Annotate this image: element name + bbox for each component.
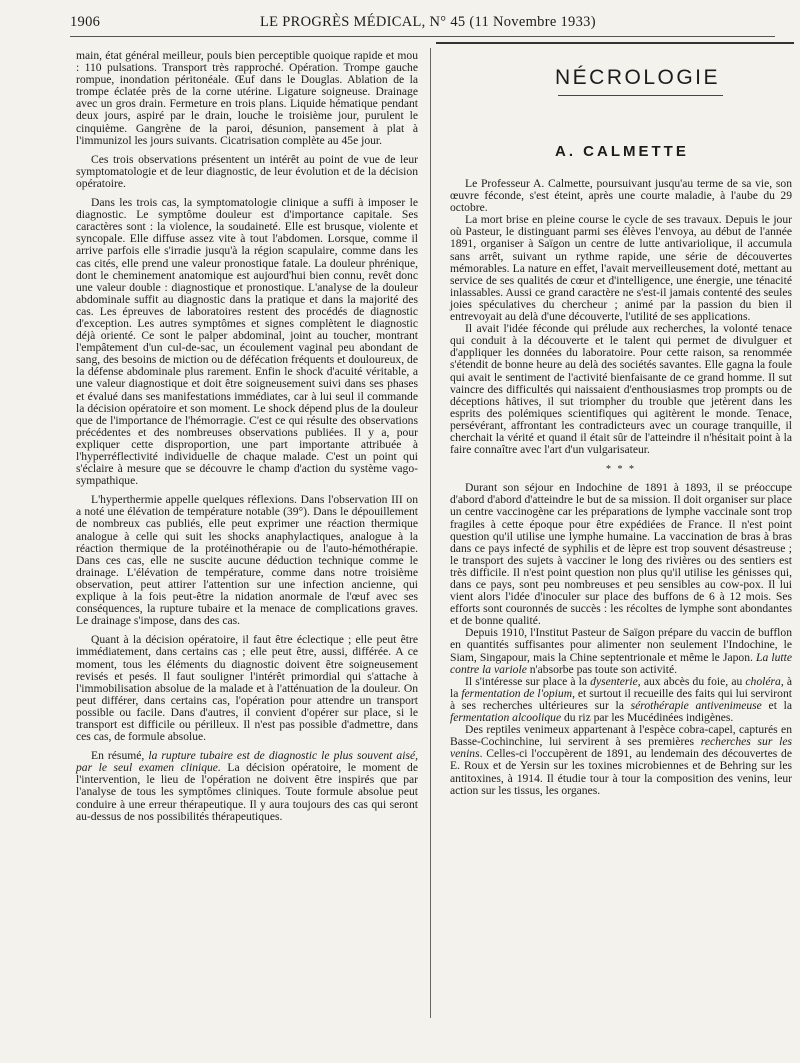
- right-column-rule: [436, 42, 794, 44]
- research-italic-4: sérothérapie antivenimeuse: [630, 698, 762, 712]
- research-text-d: , et surtout il recueille des faits qui lui serviront à ses recherches ultérieures sur la: [450, 686, 792, 712]
- indochina-paragraph: Durant son séjour en Indochine de 1891 à 1893, il se préoccupe d'abord d'abord d'atteindre le but de sa mission. Il doit organiser sur place un centre vaccinogène car les préparations de lymphe vaccinale sont trop fragiles à cette époque pour être expédiées de France. Il n'est point question qu'il utilise une lymphe humaine. La vaccination de bras à bras dans ce pays infecté de syphilis et de lèpre est trop souvent désastreuse ; le transport des sujets à vacciner le long des rivières ou des sentiers est très difficile. Il n'est point question non plus qu'il utilise les génisses qui, dans ce pays, sont peu nombreuses et peu sensibles au cow-pox. Il lui vient alors l'idée d'inoculer sur place des buffons de 6 à 12 mois. Ses efforts sont couronnés de succès : les récoltes de lymphe sont abondantes et de bonne qualité.: [450, 481, 792, 628]
- section-title-rule: [558, 95, 723, 96]
- research-italic-2: choléra: [745, 674, 781, 688]
- research-italic-1: dysenterie: [590, 674, 638, 688]
- section-separator-stars: * * *: [606, 464, 636, 476]
- saigon-text: Depuis 1910, l'Institut Pasteur de Saïgon prépare du vaccin de bufflon en quantités suffisantes pour alimenter non seulement l'Indochine, le Siam, Singapour, mais la Chine septentrionale et même le Japon.: [450, 626, 792, 664]
- column-divider: [430, 48, 431, 1018]
- venom-italic: recherches sur les venins: [450, 735, 792, 761]
- saigon-text-end: n'absorbe pas toute son activité.: [526, 662, 678, 676]
- left-column: [76, 50, 418, 823]
- research-text-f: du riz par les Mucédinées indigènes.: [561, 711, 734, 725]
- section-title: NÉCROLOGIE: [555, 66, 721, 89]
- venom-paragraph: [450, 724, 792, 797]
- right-column: [450, 178, 792, 797]
- obituary-career: La mort brise en pleine course le cycle de ses travaux. Depuis le jour où Pasteur, le distinguant parmi ses élèves l'envoya, au début de l'année 1891, organiser à Saïgon un centre de lutte antivariolique, il accumula sans arrêt, suivant un rythme rapide, une série de découvertes mémorables. La nature en effet, l'avait merveilleusement doté, mettant au service de ses qualités de cœur et d'intelligence, une énergie, une ténacité inlassables. Aussi ce grand caractère ne s'est-il jamais contenté des seules joies spéculatives du chercheur ; animé par la passion du bien il entrevoyait au delà d'une découverte, l'utilité de ses applications.: [450, 213, 792, 324]
- research-italic-3: fermentation de l'opium: [461, 686, 573, 700]
- variole-italic: La lutte contre la variole: [450, 650, 793, 676]
- venom-text-b: . Celles-ci l'occupèrent de 1891, au lendemain des découvertes de E. Roux et de Yersin sur les toxines microbiennes et de Behring sur les antitoxines, à 1914. Il étudie tour à tour la composition des venins, leur action sur les tissus, les organes.: [450, 747, 792, 797]
- paragraph-hyperthermia: L'hyperthermie appelle quelques réflexions. Dans l'observation III on a noté une élévation de température notable (39°). Dans le dépouillement de nombreux cas publiés, elle peut exprimer une réaction thermique analogue à celle qui suit les shocks anaphylactiques, analogue à la réaction thermique de la protéinothérapie ou de l'auto-hémothérapie. Dans ces cas, elle ne suscite aucune déduction technique comme le drainage. L'élévation de température, comme dans notre troisième observation, peut attirer l'attention sur une infection ancienne, qui explique à la fois peut-être la nidation anormale de l'œuf avec ses conséquences, la rupture tubaire et la menace de complications graves. Le drainage s'impose, dans des cas.: [76, 493, 418, 628]
- paragraph-intro: Ces trois observations présentent un intérêt au point de vue de leur symptomatologie et de leur diagnostic, de leur évolution et de la décision opératoire.: [76, 152, 418, 190]
- journal-title: LE PROGRÈS MÉDICAL, N° 45 (11 Novembre 1933): [260, 14, 596, 30]
- paragraph-decision: Quant à la décision opératoire, il faut être éclectique ; elle peut être immédiatement, dans certains cas ; elle peut être, aussi, différée. A ce moment, tous les éléments du diagnostic doivent être soigneusement revisés et pesés. Il faut souligner l'intérêt primordial qui s'attache à l'immobilisation absolue de la malade et à l'atténuation de la douleur. On peut différer, dans certains cas, l'opération pour attendre un transport possible ou facile. Dans d'autres, il convient d'opérer sur place, si le transport est difficile ou périlleux. Il n'est pas possible d'admettre, dans ces cas, de formule absolue.: [76, 633, 418, 744]
- summary-rest: La décision opératoire, le moment de l'intervention, le lieu de l'opération ne doivent être inspirés que par l'analyse de tous les symptômes cliniques. Toute formule absolue peut conduire à une erreur thérapeutique. Il y aura toujours des cas qui seront au-dessus de nos possibilités thérapeutiques.: [76, 761, 419, 823]
- venom-text-a: Des reptiles venimeux appartenant à l'espèce cobra-capel, capturés en Basse-Cochinchine, lui servirent à ses premières: [450, 723, 792, 749]
- research-italic-5: fermentation alcoolique: [450, 711, 562, 725]
- observation-end-paragraph: main, état général meilleur, pouls bien perceptible quoique rapide et mou : 110 pulsations. Transport très rapproché. Opération. Trompe gauche rompue, inondation péritonéale. Œuf dans le Douglas. Ablation de la trompe éclatée près de la corne utérine. Ligature soigneuse. Drainage avec un gros drain. Fermeture en trois plans. Liquide hématique pendant deux jours, aspiré par le drain, louche le troisième jour, purulent le cinquième. Gangrène de la paroi, désunion, pansement à plat à l'immunizol les jours suivants. Cicatrisation complète au 45e jour.: [76, 49, 418, 147]
- research-text-e: et la: [761, 698, 793, 712]
- obituary-character: Il avait l'idée féconde qui prélude aux recherches, la volonté tenace qui conduit à la découverte et le talent qui permet de divulguer et d'appliquer les données du laboratoire. Pour cette raison, sa renommée s'étendit de bonne heure au delà des sociétés savantes. Elle gagna la foule qui avait le sentiment de l'activité bienfaisante de ce grand homme. Il sut vaincre des difficultés qui naissaient d'enthousiasmes trop prompts ou de déceptions hâtives, il sut triompher du trouble que jetèrent dans les esprits des polémiques scientifiques qui agitèrent le monde. Tenace, persévérant, affrontant les contradicteurs avec un courage tranquille, il cherchait la vérité et quand il était sûr de l'atteindre il n'hésitait point à la faire connaître avec l'art d'un vulgarisateur.: [450, 322, 792, 457]
- summary-lead: En résumé,: [91, 749, 149, 763]
- obituary-opening: Le Professeur A. Calmette, poursuivant jusqu'au terme de sa vie, son œuvre féconde, s'est éteint, après une courte maladie, à l'aube du 29 octobre.: [450, 177, 792, 215]
- summary-italic: la rupture tubaire est de diagnostic le plus souvent aisé, par le seul examen clinique.: [76, 749, 419, 775]
- paragraph-summary: [76, 750, 418, 823]
- page-number: 1906: [70, 14, 101, 30]
- research-text-b: , aux abcès du foie, au: [637, 674, 746, 688]
- page-header: [70, 14, 775, 36]
- research-text-c: , à la: [450, 674, 792, 700]
- research-text-a: Il s'intéresse sur place à la: [465, 674, 591, 688]
- article-title: A. CALMETTE: [555, 143, 689, 160]
- research-paragraph: [450, 676, 792, 724]
- header-rule: [70, 36, 775, 37]
- saigon-institute-paragraph: [450, 627, 792, 675]
- paragraph-symptomatology: Dans les trois cas, la symptomatologie clinique a suffi à imposer le diagnostic. Le symptôme douleur est d'importance capitale. Ses caractères sont : la violence, la soudaineté. Elle est brusque, violente et syncopale. Elle diffuse assez vite à tout l'abdomen. Lorsque, comme il arrive parfois elle s'irradie jusqu'à la région scapulaire, comme dans les cas cités, elle prend une valeur pronostique fatale. La douleur phrénique, dont le cheminement anatomique est aujourd'hui bien connu, revêt donc une valeur double : diagnostique et pronostique. L'analyse de la douleur abdominale suffit au diagnostic dans la pratique et dans la majorité des cas. Les épreuves de laboratoires restent des procédés de diagnostic d'exception. Les autres symptômes et signes complètent le diagnostic déjà orienté. Ce sont le palper abdominal, joint au toucher, montrant l'empâtement d'un cul-de-sac, un écoulement vaginal peu abondant de sang, des besoins de miction ou de défécation fréquents et douloureux, de la défense abdominale plus rarement. Enfin le shock d'acuité véritable, a une valeur diagnostique et doit être soigneusement suivi dans ses phases et évalué dans ses manifestations immédiates, car à lui seul il commande la décision opératoire et son moment. Le shock dépend plus de la douleur que de l'importance de l'hémorragie. C'est ce qui résulte des observations précédentes et des nombreuses observations publiées. Il y a, pour expliquer cette disproportion, une part importante attribuée à l'hyperréflectivité individuelle de chaque malade. C'est un point qui s'éclaire à mesure que se découvre le champ d'action du système vago-sympathique.: [76, 196, 418, 488]
